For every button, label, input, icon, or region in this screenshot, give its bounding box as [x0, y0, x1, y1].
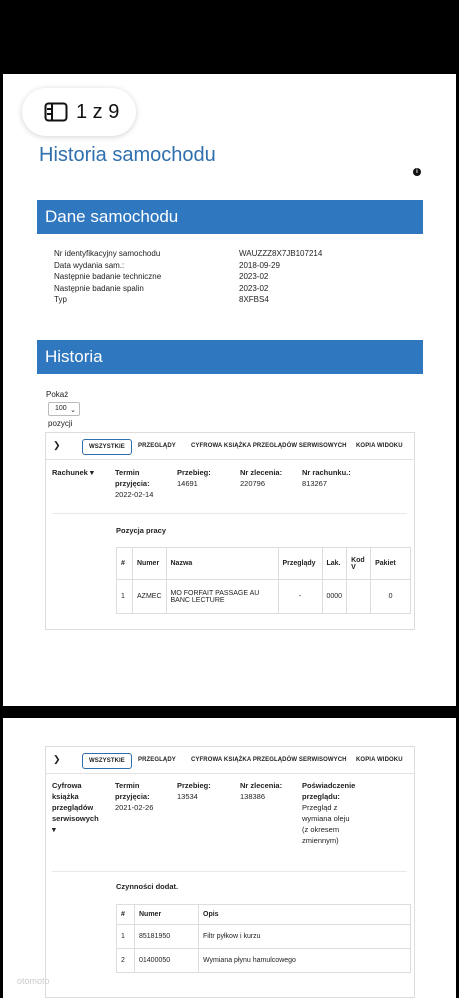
- entry-type-label: Rachunek: [52, 468, 88, 477]
- car-row: [54, 249, 414, 261]
- collapse-chevron-icon[interactable]: ❯: [53, 440, 61, 450]
- przebieg-label: Przebieg:: [177, 468, 211, 477]
- table-cell: Filtr pyłkow i kurzu: [199, 925, 411, 949]
- car-row: [54, 284, 414, 296]
- car-value: 8XFBS4: [239, 295, 269, 304]
- tab-cyfrowa-ksiazka[interactable]: CYFROWA KSIĄŻKA PRZEGLĄDÓW SERWISOWYCH: [191, 443, 347, 449]
- column-header: Lak.: [322, 548, 347, 580]
- gallery-icon: [44, 102, 68, 122]
- rachunek-value: 813267: [302, 479, 328, 488]
- column-header: Numer: [135, 905, 199, 925]
- column-header: #: [117, 905, 135, 925]
- przebieg: [177, 780, 211, 802]
- filter-tabs: [46, 433, 414, 460]
- table-cell: 1: [117, 580, 133, 614]
- car-row: [54, 295, 414, 307]
- zlecenie-value: 138386: [240, 792, 266, 801]
- termin-label: Termin przyjęcia:: [115, 781, 150, 801]
- entry-type[interactable]: [52, 780, 104, 835]
- table-cell: -: [278, 580, 322, 614]
- entry-type[interactable]: [52, 467, 94, 478]
- tab-wszystkie[interactable]: WSZYSTKIE: [82, 439, 132, 455]
- zlecenie-label: Nr zlecenia:: [240, 781, 283, 790]
- entry-type-label: Cyfrowa książka przeglądów serwisowych: [52, 781, 99, 823]
- column-header: Przeglądy: [278, 548, 322, 580]
- termin: [115, 780, 167, 813]
- page-title: Historia samochodu: [39, 144, 216, 166]
- car-label: Typ: [54, 295, 67, 304]
- page-size-value: 100: [55, 405, 67, 412]
- tab-wszystkie[interactable]: WSZYSTKIE: [82, 753, 132, 769]
- divider: [52, 513, 407, 514]
- zlecenie: [240, 780, 282, 802]
- tab-przeglady[interactable]: PRZEGLĄDY: [138, 757, 176, 763]
- table-cell: Wymiana płynu hamulcowego: [199, 949, 411, 973]
- collapse-chevron-icon[interactable]: ❯: [53, 754, 61, 764]
- car-value: 2023-02: [239, 272, 269, 281]
- car-row: [54, 261, 414, 273]
- column-header: Numer: [133, 548, 167, 580]
- table-row: [117, 949, 411, 973]
- section-heading-historia: Historia: [37, 340, 423, 374]
- table-cell: 2: [117, 949, 135, 973]
- car-label: Data wydania sam.:: [54, 260, 125, 270]
- tab-kopia-widoku[interactable]: KOPIA WIDOKU: [356, 757, 403, 763]
- table-cell: AZMEC: [133, 580, 167, 614]
- car-value: WAUZZZ8X7JB107214: [239, 249, 323, 258]
- przebieg-value: 14691: [177, 479, 198, 488]
- extra-actions-table: [116, 904, 411, 973]
- section-heading-dane: Dane samochodu: [37, 200, 423, 234]
- history-entry-card: [45, 432, 415, 630]
- chevron-down-icon: ⌄: [70, 407, 76, 414]
- zlecenie-value: 220796: [240, 479, 266, 488]
- termin-label: Termin przyjęcia:: [115, 468, 150, 488]
- history-entry-card: [45, 746, 415, 998]
- car-label: Następnie badanie spalin: [54, 283, 144, 293]
- zlecenie-label: Nr zlecenia:: [240, 468, 283, 477]
- table-header-row: [117, 548, 411, 580]
- page-size-select[interactable]: [48, 402, 80, 416]
- car-row: [54, 272, 414, 284]
- table-header-row: [117, 905, 411, 925]
- chevron-down-icon: ▾: [52, 825, 56, 834]
- table-cell: 01400050: [135, 949, 199, 973]
- rachunek-label: Nr rachunku.:: [302, 468, 351, 477]
- document-page-1: [3, 74, 456, 706]
- chevron-down-icon: ▾: [89, 468, 94, 477]
- car-value: 2023-02: [239, 283, 269, 293]
- subsection-title: Pozycja pracy: [116, 526, 167, 535]
- rachunek: [302, 467, 352, 489]
- poswiadczenie: [302, 780, 354, 846]
- table-cell: 0000: [322, 580, 347, 614]
- przebieg-value: 13534: [177, 792, 198, 801]
- tab-kopia-widoku[interactable]: KOPIA WIDOKU: [356, 443, 403, 449]
- car-details: [54, 249, 414, 307]
- work-items-table: [116, 547, 411, 614]
- przebieg: [177, 467, 211, 489]
- column-header: Nazwa: [166, 548, 278, 580]
- car-label: Następnie badanie techniczne: [54, 272, 162, 281]
- car-label: Nr identyfikacyjny samochodu: [54, 249, 161, 258]
- divider: [52, 871, 407, 872]
- termin-value: 2021-02-26: [115, 803, 154, 812]
- document-page-2: [3, 718, 456, 998]
- tab-cyfrowa-ksiazka[interactable]: CYFROWA KSIĄŻKA PRZEGLĄDÓW SERWISOWYCH: [191, 757, 347, 763]
- column-header: #: [117, 548, 133, 580]
- filter-tabs: [46, 747, 414, 774]
- termin: [115, 467, 167, 500]
- column-header: Pakiet: [371, 548, 411, 580]
- page-counter: 1 z 9: [76, 100, 120, 123]
- table-cell: 85181950: [135, 925, 199, 949]
- car-value: 2018-09-29: [239, 260, 280, 270]
- watermark: otomoto: [17, 976, 50, 986]
- page-counter-badge[interactable]: [22, 88, 136, 136]
- table-cell: 1: [117, 925, 135, 949]
- table-row: [117, 580, 411, 614]
- info-icon[interactable]: i: [413, 168, 421, 176]
- termin-value: 2022-02-14: [115, 490, 154, 499]
- column-header: Opis: [199, 905, 411, 925]
- table-cell: MO FORFAIT PASSAGE AU BANC LECTURE: [166, 580, 278, 614]
- przebieg-label: Przebieg:: [177, 781, 211, 790]
- page-size-suffix: pozycji: [48, 419, 73, 428]
- table-cell: [347, 580, 371, 614]
- table-cell: 0: [371, 580, 411, 614]
- poswiadczenie-value: Przegląd z wymiana oleju (z okresem zmiennym): [302, 803, 350, 845]
- subsection-title: Czynności dodat.: [116, 882, 179, 891]
- table-row: [117, 925, 411, 949]
- tab-przeglady[interactable]: PRZEGLĄDY: [138, 443, 176, 449]
- column-header: Kod V: [347, 548, 371, 580]
- poswiadczenie-label: Poświadczenie przeglądu:: [302, 781, 356, 801]
- page-size-label: Pokaż: [46, 390, 69, 399]
- zlecenie: [240, 467, 282, 489]
